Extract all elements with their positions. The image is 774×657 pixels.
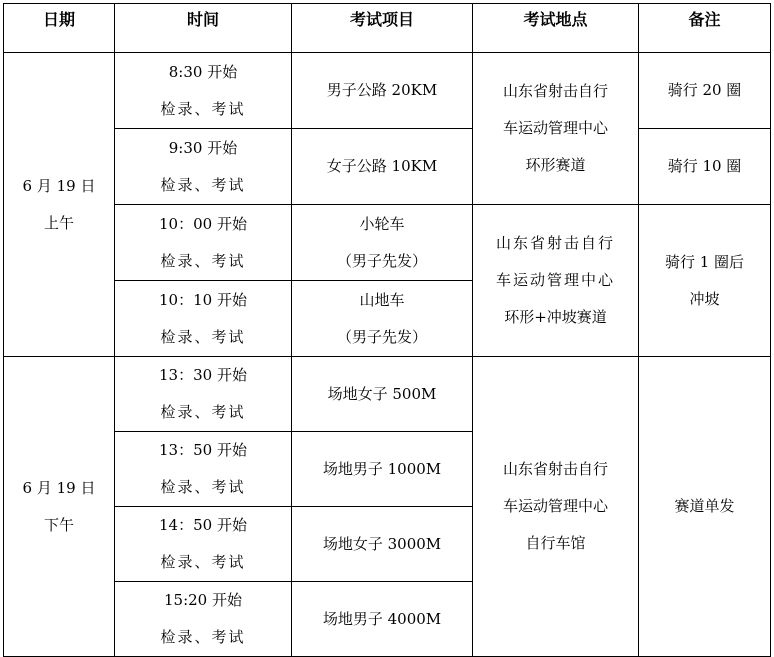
exam-schedule-table — [3, 3, 771, 657]
time-action: 检录、考试 — [160, 99, 246, 118]
time-start: 13：30 开始 — [159, 366, 247, 384]
event-cell — [292, 205, 473, 281]
note-text: 骑行 10 圈 — [667, 157, 742, 175]
event-cell — [292, 53, 473, 129]
header-date: 日期 — [4, 4, 115, 53]
event-cell — [292, 357, 473, 432]
event-cell — [292, 432, 473, 507]
location-cell — [473, 357, 639, 657]
location-line: 车运动管理中心 — [502, 119, 608, 137]
event-detail: （男子先发） — [336, 327, 427, 346]
time-cell — [115, 281, 292, 357]
location-line: 环形赛道 — [525, 156, 586, 174]
time-action: 检录、考试 — [160, 628, 246, 646]
time-start: 15:20 开始 — [164, 591, 242, 609]
note-cell — [639, 357, 771, 657]
period-text: 上午 — [43, 213, 74, 232]
event-cell — [292, 281, 473, 357]
time-start: 8:30 开始 — [168, 62, 238, 81]
time-action: 检录、考试 — [160, 327, 246, 346]
note-text: 赛道单发 — [674, 497, 735, 515]
note-text: 骑行 1 圈后 — [664, 252, 745, 271]
note-text: 冲坡 — [689, 289, 720, 308]
location-line: 山东省射击自行 — [502, 82, 608, 100]
time-start: 10：00 开始 — [159, 214, 247, 233]
location-line: 山东省射击自行 — [495, 234, 615, 252]
time-cell — [115, 357, 292, 432]
header-event: 考试项目 — [292, 4, 473, 53]
event-name: 男子公路 20KM — [326, 81, 438, 99]
period-text: 下午 — [43, 515, 74, 534]
event-name: 女子公路 10KM — [326, 157, 438, 175]
time-start: 14：50 开始 — [159, 516, 247, 534]
time-action: 检录、考试 — [160, 403, 246, 421]
time-action: 检录、考试 — [160, 553, 246, 571]
note-cell — [639, 53, 771, 129]
table-row — [4, 205, 771, 281]
date-cell — [4, 53, 115, 357]
table-row — [4, 53, 771, 129]
header-location: 考试地点 — [473, 4, 639, 53]
event-cell — [292, 129, 473, 205]
location-line: 车运动管理中心 — [502, 497, 608, 515]
table-row — [4, 357, 771, 432]
event-name: 场地女子 3000M — [322, 534, 442, 553]
time-cell — [115, 432, 292, 507]
location-cell — [473, 205, 639, 357]
location-line: 山东省射击自行 — [502, 460, 608, 478]
note-cell — [639, 129, 771, 205]
date-cell — [4, 357, 115, 657]
header-time: 时间 — [115, 4, 292, 53]
time-action: 检录、考试 — [160, 251, 246, 270]
time-cell — [115, 53, 292, 129]
time-start: 13：50 开始 — [159, 441, 247, 459]
note-cell — [639, 205, 771, 357]
event-name: 场地男子 1000M — [322, 459, 442, 478]
time-cell — [115, 507, 292, 582]
time-cell — [115, 205, 292, 281]
time-action: 检录、考试 — [160, 175, 246, 194]
event-name: 小轮车 — [359, 214, 405, 233]
event-name: 山地车 — [359, 290, 405, 309]
time-start: 10：10 开始 — [159, 290, 247, 309]
location-line: 车运动管理中心 — [495, 271, 615, 289]
header-row — [4, 4, 771, 53]
event-name: 场地男子 4000M — [322, 609, 442, 628]
location-cell — [473, 53, 639, 205]
event-cell — [292, 582, 473, 657]
header-note: 备注 — [639, 4, 771, 53]
date-text: 6 月 19 日 — [22, 176, 96, 195]
note-text: 骑行 20 圈 — [667, 81, 742, 99]
event-detail: （男子先发） — [336, 251, 427, 270]
location-line: 环形+冲坡赛道 — [504, 308, 607, 326]
time-action: 检录、考试 — [160, 478, 246, 496]
event-cell — [292, 507, 473, 582]
time-start: 9:30 开始 — [168, 138, 238, 157]
location-line: 自行车馆 — [525, 534, 586, 552]
time-cell — [115, 129, 292, 205]
date-text: 6 月 19 日 — [22, 478, 96, 497]
table-row — [4, 129, 771, 205]
event-name: 场地女子 500M — [327, 384, 437, 403]
time-cell — [115, 582, 292, 657]
